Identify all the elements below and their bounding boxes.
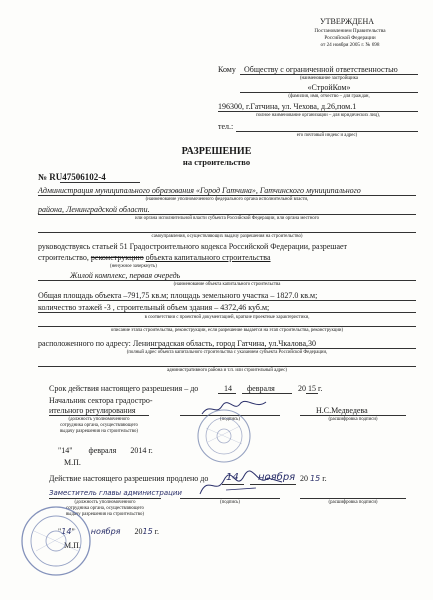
extension-hint-1: (должность уполномоченного (74, 500, 136, 505)
authority-rule-1 (38, 195, 416, 196)
params-rule-3 (38, 326, 416, 327)
signer-hint-2: сотрудника органа, осуществляющего (60, 423, 138, 428)
hint-strike: (ненужное зачеркнуть) (110, 264, 157, 269)
extension-date-year: 15 (142, 527, 153, 536)
params-hint-1: в соответствии с проектной документацией, краткие проектные характеристики, (144, 315, 310, 320)
extension-year (300, 474, 327, 483)
signer-seal-label: М.П. (64, 458, 81, 467)
extension-date-day: 14 (61, 527, 72, 536)
params-line-2: количество этажей -3 , строительный объем здания – 4372,46 куб.м; (38, 303, 270, 312)
recipient-rule-4 (236, 131, 418, 132)
authority-rule-2 (38, 214, 416, 215)
approval-line2: Российской Федерации (324, 35, 376, 41)
object-rule (38, 280, 416, 281)
recipient-rule-2 (240, 92, 418, 93)
location-rule-2 (38, 366, 416, 367)
signer-hint-name: (расшифровка подписи) (328, 417, 378, 422)
recipient-to-label: Кому (218, 65, 236, 74)
recipient-rule-1 (240, 74, 418, 75)
extension-position-rule (49, 498, 161, 499)
signer-date-year-prefix: 20 (130, 446, 139, 455)
extension-date-month: ноября (90, 527, 121, 536)
signature-1 (200, 398, 270, 418)
signer-date-month: февраля (88, 446, 117, 455)
document-subtitle: на строительство (182, 157, 251, 167)
basis-construction: строительство, (38, 253, 89, 262)
validity-year-value: 15 (308, 384, 316, 393)
extension-date-year-prefix: 20 (134, 527, 143, 536)
recipient-hint-name: (фамилия, имя, отчество – для граждан, (288, 94, 370, 99)
extension-position: Заместитель главы администрации (49, 489, 182, 497)
validity-year (298, 384, 322, 393)
authority-hint-3: самоуправления, осуществляющих выдачу разрешения на строительство) (151, 234, 303, 239)
signer-hint-3: выдачу разрешения на строительство) (60, 429, 138, 434)
extension-year-prefix: 20 (300, 474, 308, 483)
authority-line-2: района, Ленинградской области. (38, 205, 150, 214)
params-rule-2 (38, 312, 416, 313)
recipient-hint-org: полное наименование организации – для юридических лиц), (256, 113, 380, 118)
signer-date-year: 14 (138, 446, 147, 455)
extension-seal-label: М.П. (64, 541, 81, 550)
extension-year-suffix: г. (322, 474, 327, 483)
params-line-1: Общая площадь объекта –791,75 кв.м; площадь земельного участка – 1827.0 кв.м; (38, 291, 318, 300)
authority-hint-1: (наименование уполномоченного федерального органа исполнительной власти, (145, 197, 309, 202)
permit-number-rule (60, 182, 140, 183)
signer-date-quote-open: " (58, 446, 62, 455)
recipient-company: Обществу с ограниченной ответственностью (244, 65, 398, 74)
approval-title: УТВЕРЖДЕНА (320, 17, 375, 26)
validity-day-rule (218, 393, 236, 394)
extension-hint-3: выдачу разрешения на строительство) (66, 512, 144, 517)
recipient-hint-developer: (наименование застройщика (299, 76, 359, 81)
validity-month-rule (242, 393, 292, 394)
signer-position-1: Начальник сектора градостро- (49, 396, 153, 405)
authority-line-1: Администрация муниципального образования «Город Гатчина», Гатчинского муниципального (38, 186, 361, 195)
signer-date-day: 14 (61, 446, 70, 455)
params-hint-2: описание этапа строительства, реконструкции, если разрешение выдается на этап строительства, реконструкции) (110, 328, 344, 333)
signer-date-quote-close: " (69, 446, 73, 455)
signature-2 (196, 470, 286, 500)
extension-hint-signature: (подпись) (220, 500, 240, 505)
recipient-hint-postal: его почтовый индекс и адрес) (296, 133, 358, 138)
recipient-address: 196300, г.Гатчина, ул. Чехова, д.26,пом.1 (218, 102, 357, 111)
signer-date-year-suffix: г. (148, 446, 153, 455)
authority-rule-3 (38, 232, 416, 233)
extension-date-quote-open: " (58, 527, 62, 536)
recipient-rule-3 (218, 111, 418, 112)
recipient-company-name: «СтройКом» (307, 83, 351, 92)
extension-date-quote-close: " (71, 527, 75, 536)
extension-year-value: 15 (310, 474, 321, 483)
basis-line-2 (38, 253, 271, 262)
basis-reconstruction-struck: реконструкцию (90, 253, 144, 262)
object-name: Жилой комплекс, первая очередь (70, 271, 181, 280)
location-hint-1: (полный адрес объекта капитального строительства с указанием субъекта Российской Федерации, (126, 350, 328, 355)
document-title: РАЗРЕШЕНИЕ (181, 146, 252, 157)
permit-number: № RU47506102-4 (38, 172, 106, 182)
signer-date (58, 446, 153, 455)
validity-year-suffix: г. (318, 384, 323, 393)
signer-position-rule (49, 415, 149, 416)
approval-line3: от 24 ноября 2005 г. № 698 (320, 42, 380, 48)
location-line: расположенного по адресу: Ленинградская область, город Гатчина, ул.Чкалова,30 (38, 339, 316, 348)
extension-name-rule (300, 498, 406, 499)
signer-name-rule (300, 415, 406, 416)
validity-text: Срок действия настоящего разрешения – до (49, 384, 199, 393)
extension-hint-name: (расшифровка подписи) (328, 500, 378, 505)
official-seal-2 (20, 505, 92, 577)
validity-year-prefix: 20 (298, 384, 306, 393)
signer-name: Н.С.Медведева (316, 406, 368, 415)
extension-month: ноября (258, 472, 296, 483)
validity-day: 14 (224, 384, 232, 393)
signer-hint-1: (должность уполномоченного (68, 417, 130, 422)
signer-position-2: ительного регулирования (49, 406, 136, 415)
validity-month: февраля (247, 384, 275, 393)
extension-text: Действие настоящего разрешения продлено до (49, 474, 209, 483)
object-hint: (наименование объекта капитального строительства (173, 282, 281, 287)
approval-line1: Постановлением Правительства (314, 28, 386, 34)
extension-hint-2: сотрудника органа, осуществляющего (66, 506, 144, 511)
basis-line-1: руководствуясь статьей 51 Градостроительного кодекса Российской Федерации, разрешает (38, 242, 348, 251)
basis-object-type: объекта капитального строительства (145, 253, 271, 262)
location-hint-2: административного района и т.п. или строительный адрес) (166, 368, 288, 373)
authority-hint-2: или органа исполнительной власти субъекта Российской Федерации, или органа местного (134, 216, 320, 221)
location-rule (150, 348, 416, 349)
extension-day: 14 (226, 472, 239, 483)
recipient-phone-label: тел.: (218, 122, 234, 131)
params-rule-1 (38, 300, 416, 301)
validity-year-rule (306, 393, 318, 394)
signer-hint-signature: (подпись) (220, 417, 240, 422)
extension-date-year-suffix: г. (154, 527, 160, 536)
